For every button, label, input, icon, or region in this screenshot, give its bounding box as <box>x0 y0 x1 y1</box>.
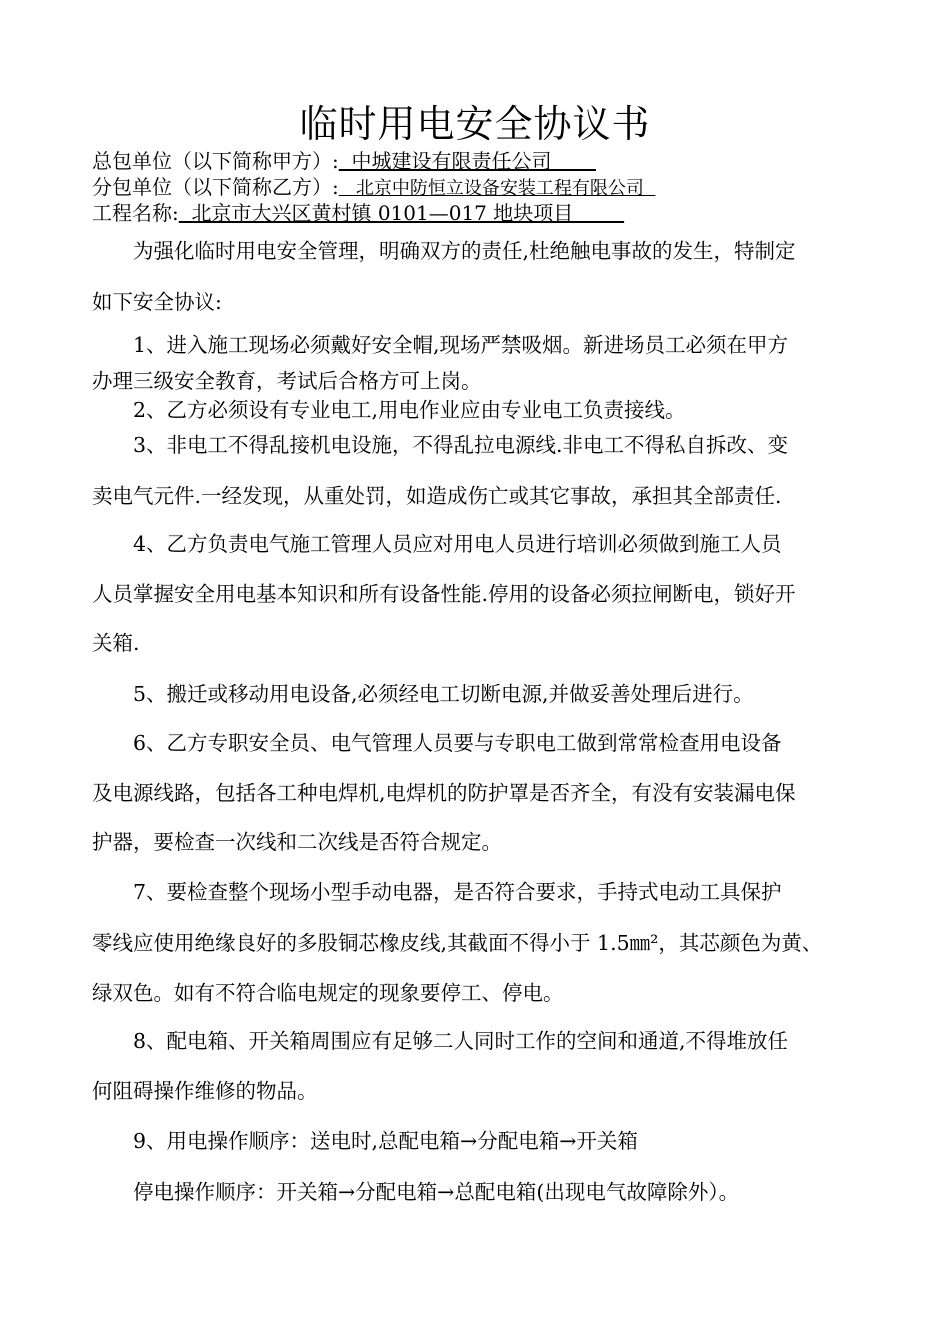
project-label: 工程名称: <box>92 201 179 225</box>
project-value: 北京市大兴区黄村镇 0101—017 地块项目 <box>178 201 625 225</box>
body-line: 护器，要检查一次线和二次线是否符合规定。 <box>92 830 502 854</box>
body-line: 2、乙方必须设有专业电工,用电作业应由专业电工负责接线。 <box>92 398 686 422</box>
party-a-line <box>92 148 596 174</box>
body-line: 绿双色。如有不符合临电规定的现象要停工、停电。 <box>92 981 564 1005</box>
party-b-label: 分包单位（以下简称乙方）: <box>92 175 339 199</box>
body-line: 4、乙方负责电气施工管理人员应对用电人员进行培训必须做到施工人员 <box>92 532 782 556</box>
body-line: 及电源线路，包括各工种电焊机,电焊机的防护罩是否齐全，有没有安装漏电保 <box>92 781 796 805</box>
body-line: 为强化临时用电安全管理，明确双方的责任,杜绝触电事故的发生，特制定 <box>92 239 796 263</box>
party-b-value: 北京中防恒立设备安装工程有限公司 <box>338 178 656 199</box>
body-line: 关箱. <box>92 631 140 655</box>
body-line: 1、进入施工现场必须戴好安全帽,现场严禁吸烟。新进场员工必须在甲方 <box>92 333 789 357</box>
document-title: 临时用电安全协议书 <box>299 102 651 146</box>
body-line: 8、配电箱、开关箱周围应有足够二人同时工作的空间和通道,不得堆放任 <box>92 1029 789 1053</box>
project-line <box>92 200 624 226</box>
body-line: 6、乙方专职安全员、电气管理人员要与专职电工做到常常检查用电设备 <box>92 731 782 755</box>
party-b-line <box>92 174 655 202</box>
body-line: 7、要检查整个现场小型手动电器，是否符合要求，手持式电动工具保护 <box>92 880 782 904</box>
body-line: 人员掌握安全用电基本知识和所有设备性能.停用的设备必须拉闸断电，锁好开 <box>92 582 796 606</box>
body-line: 停电操作顺序：开关箱→分配电箱→总配电箱(出现电气故障除外）。 <box>92 1180 740 1204</box>
body-line: 如下安全协议: <box>92 290 222 314</box>
body-line: 9、用电操作顺序：送电时,总配电箱→分配电箱→开关箱 <box>92 1129 638 1153</box>
party-a-value: 中城建设有限责任公司 <box>338 149 596 173</box>
party-a-label: 总包单位（以下简称甲方）: <box>92 149 339 173</box>
body-line: 零线应使用绝缘良好的多股铜芯橡皮线,其截面不得小于 1.5㎜²，其芯颜色为黄、 <box>92 931 823 955</box>
body-line: 办理三级安全教育，考试后合格方可上岗。 <box>92 369 482 393</box>
body-line: 3、非电工不得乱接机电设施，不得乱拉电源线.非电工不得私自拆改、变 <box>92 433 789 457</box>
body-line: 何阻碍操作维修的物品。 <box>92 1079 318 1103</box>
body-line: 卖电气元件.一经发现，从重处罚，如造成伤亡或其它事故，承担其全部责任. <box>92 484 782 508</box>
body-line: 5、搬迁或移动用电设备,必须经电工切断电源,并做妥善处理后进行。 <box>92 682 754 706</box>
